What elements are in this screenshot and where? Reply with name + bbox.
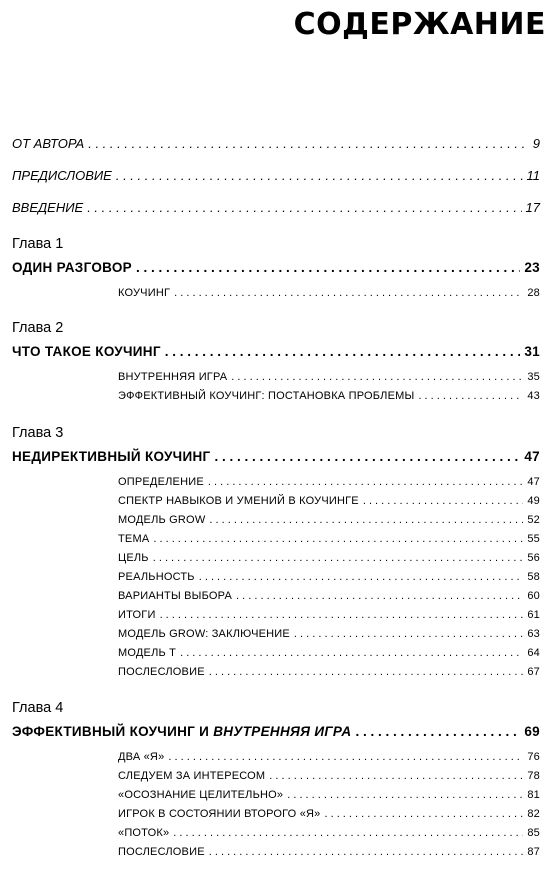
dot-leader (231, 371, 523, 383)
toc-section-entry (118, 390, 540, 402)
chapter-title-italic: ВНУТРЕННЯЯ ИГРА (213, 724, 352, 739)
toc-front-entry (12, 200, 540, 215)
dot-leader (136, 260, 520, 275)
dot-leader (160, 609, 524, 621)
toc-front-entry (12, 136, 540, 151)
toc-section-entry (118, 514, 540, 526)
section-title: СПЕКТР НАВЫКОВ И УМЕНИЙ В КОУЧИНГЕ (118, 495, 359, 507)
section-title: ДВА «Я» (118, 751, 165, 763)
section-title: ТЕМА (118, 533, 150, 545)
dot-leader (208, 476, 523, 488)
dot-leader (165, 344, 521, 359)
toc-section-entry (118, 495, 540, 507)
section-page: 78 (527, 770, 540, 782)
entry-page: 17 (525, 200, 540, 215)
section-title: КОУЧИНГ (118, 287, 171, 299)
toc-chapter-entry (12, 724, 540, 739)
chapter-page: 31 (524, 344, 540, 359)
section-page: 61 (527, 609, 540, 621)
toc-section-entry (118, 827, 540, 839)
chapter-page: 47 (524, 449, 540, 464)
section-page: 60 (527, 590, 540, 602)
dot-leader (209, 666, 524, 678)
chapter-label: Глава 2 (12, 320, 64, 336)
dot-leader (355, 724, 520, 739)
section-page: 56 (527, 552, 540, 564)
toc-section-entry (118, 628, 540, 640)
dot-leader (174, 287, 523, 299)
toc-section-entry (118, 571, 540, 583)
page-title: СОДЕРЖАНИЕ (293, 7, 546, 42)
section-page: 81 (527, 789, 540, 801)
section-title: СЛЕДУЕМ ЗА ИНТЕРЕСОМ (118, 770, 266, 782)
dot-leader (153, 533, 523, 545)
toc-section-entry (118, 789, 540, 801)
section-page: 63 (527, 628, 540, 640)
dot-leader (88, 136, 529, 151)
section-title: «ПОТОК» (118, 827, 170, 839)
toc-section-entry (118, 751, 540, 763)
chapter-label: Глава 4 (12, 700, 64, 716)
toc-section-entry (118, 552, 540, 564)
dot-leader (287, 789, 523, 801)
dot-leader (153, 552, 524, 564)
section-title: ПОСЛЕСЛОВИЕ (118, 846, 205, 858)
section-page: 49 (527, 495, 540, 507)
dot-leader (214, 449, 520, 464)
section-page: 87 (527, 846, 540, 858)
dot-leader (173, 827, 523, 839)
chapter-label: Глава 3 (12, 425, 64, 441)
chapter-page: 69 (524, 724, 540, 739)
section-title: МОДЕЛЬ GROW (118, 514, 206, 526)
dot-leader (209, 514, 523, 526)
section-page: 35 (527, 371, 540, 383)
section-page: 58 (527, 571, 540, 583)
toc-section-entry (118, 287, 540, 299)
section-page: 64 (527, 647, 540, 659)
section-page: 67 (527, 666, 540, 678)
section-title: ЦЕЛЬ (118, 552, 149, 564)
toc-section-entry (118, 647, 540, 659)
dot-leader (236, 590, 523, 602)
section-title: ПОСЛЕСЛОВИЕ (118, 666, 205, 678)
entry-title: ВВЕДЕНИЕ (12, 200, 84, 215)
chapter-title: НЕДИРЕКТИВНЫЙ КОУЧИНГ (12, 449, 211, 464)
section-page: 47 (527, 476, 540, 488)
toc-section-entry (118, 609, 540, 621)
dot-leader (363, 495, 524, 507)
section-title: «ОСОЗНАНИЕ ЦЕЛИТЕЛЬНО» (118, 789, 284, 801)
toc-section-entry (118, 533, 540, 545)
entry-page: 9 (532, 136, 540, 151)
dot-leader (168, 751, 523, 763)
section-page: 55 (527, 533, 540, 545)
section-page: 76 (527, 751, 540, 763)
dot-leader (209, 846, 524, 858)
section-title: ИГРОК В СОСТОЯНИИ ВТОРОГО «Я» (118, 808, 321, 820)
chapter-title-main: ЭФФЕКТИВНЫЙ КОУЧИНГ И (12, 724, 210, 739)
section-page: 43 (527, 390, 540, 402)
toc-chapter-entry (12, 260, 540, 275)
section-page: 52 (527, 514, 540, 526)
chapter-title: ЧТО ТАКОЕ КОУЧИНГ (12, 344, 161, 359)
toc-section-entry (118, 476, 540, 488)
toc-section-entry (118, 846, 540, 858)
section-title: РЕАЛЬНОСТЬ (118, 571, 195, 583)
section-title: ОПРЕДЕЛЕНИЕ (118, 476, 204, 488)
section-page: 85 (527, 827, 540, 839)
toc-chapter-entry (12, 344, 540, 359)
dot-leader (180, 647, 523, 659)
dot-leader (324, 808, 523, 820)
chapter-label: Глава 1 (12, 236, 64, 252)
section-title: МОДЕЛЬ GROW: ЗАКЛЮЧЕНИЕ (118, 628, 290, 640)
dot-leader (269, 770, 523, 782)
toc-front-entry (12, 168, 540, 183)
toc-section-entry (118, 770, 540, 782)
entry-page: 11 (526, 168, 540, 183)
section-page: 82 (527, 808, 540, 820)
section-title: МОДЕЛЬ T (118, 647, 177, 659)
entry-title: ОТ АВТОРА (12, 136, 85, 151)
dot-leader (87, 200, 521, 215)
section-page: 28 (527, 287, 540, 299)
toc-section-entry (118, 590, 540, 602)
section-title: ВНУТРЕННЯЯ ИГРА (118, 371, 228, 383)
dot-leader (294, 628, 523, 640)
section-title: ВАРИАНТЫ ВЫБОРА (118, 590, 233, 602)
toc-section-entry (118, 808, 540, 820)
chapter-title: ОДИН РАЗГОВОР (12, 260, 132, 275)
chapter-title (12, 724, 351, 739)
chapter-page: 23 (524, 260, 540, 275)
section-title: ИТОГИ (118, 609, 156, 621)
dot-leader (199, 571, 524, 583)
toc-section-entry (118, 371, 540, 383)
toc-section-entry (118, 666, 540, 678)
section-title: ЭФФЕКТИВНЫЙ КОУЧИНГ: ПОСТАНОВКА ПРОБЛЕМЫ (118, 390, 415, 402)
toc-chapter-entry (12, 449, 540, 464)
dot-leader (116, 168, 523, 183)
entry-title: ПРЕДИСЛОВИЕ (12, 168, 112, 183)
dot-leader (418, 390, 523, 402)
